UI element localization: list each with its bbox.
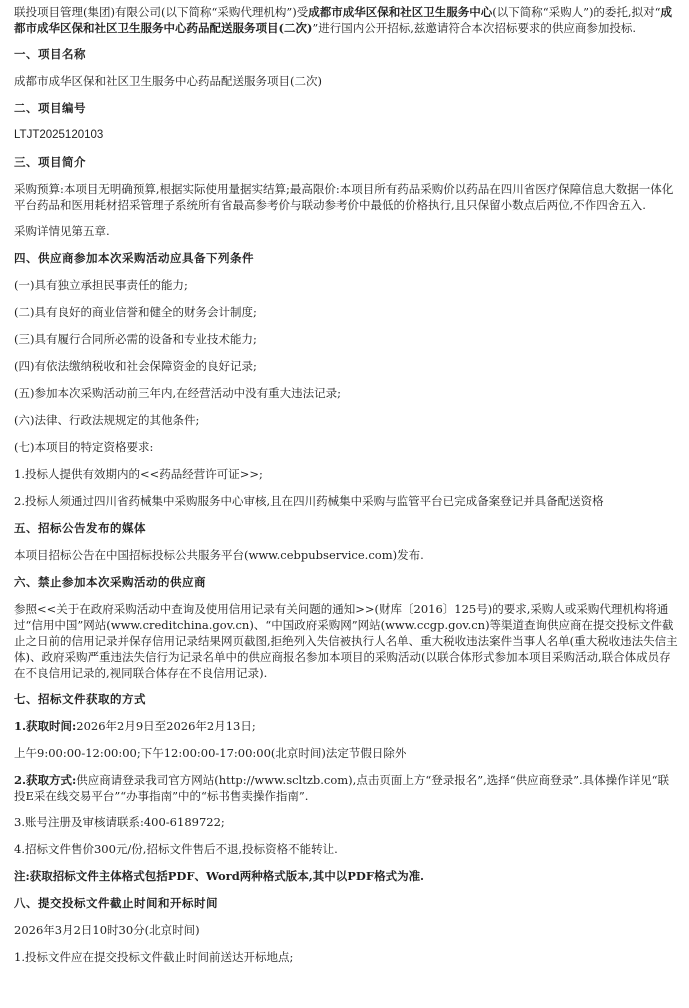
intro-text-3: ”进行国内公开招标,兹邀请符合本次招标要求的供应商参加投标. [312,21,637,35]
format-note-text: 注:获取招标文件主体格式包括PDF、Word两种格式版本,其中以PDF格式为准. [14,869,425,883]
section-2-heading: 二、项目编号 [14,101,86,115]
condition-item: (七)本项目的特定资格要求: [14,440,154,454]
intro-text-2: (以下简称“采购人”)的委托,拟对“ [492,5,661,19]
section-3-heading: 三、项目简介 [14,155,86,169]
condition-item: (一)具有独立承担民事责任的能力; [14,278,188,292]
section-7-heading: 七、招标文件获取的方式 [14,692,146,706]
condition-item: (四)有依法缴纳税收和社会保障资金的良好记录; [14,359,257,373]
obtain-method [14,772,679,804]
condition-item: (二)具有良好的商业信誉和健全的财务会计制度; [14,305,257,319]
condition-item: 2.投标人须通过四川省药械集中采购服务中心审核,且在四川药械集中采购与监管平台已完成备案登记并具备配送资格 [14,494,604,508]
section-8-heading: 八、提交投标文件截止时间和开标时间 [14,896,218,910]
condition-item: (三)具有履行合同所必需的设备和专业技术能力; [14,332,257,346]
condition-item: (五)参加本次采购活动前三年内,在经营活动中没有重大违法记录; [14,386,341,400]
credit-paragraph: 参照<<关于在政府采购活动中查询及使用信用记录有关问题的通知>>(财库〔2016〕125号)的要求,采购人或采购代理机构将通过“信用中国”网站(www.creditchina.gov.cn)、“中国政府采购网”网站(www.ccgp.gov.cn)等渠道查询供应商在提交投标文件截止之日前的信用记录并保存信用记录结果网页截图,拒绝列入失信被执行人名单、重大税收违法案件当事人名单(重大税收违法失信主体)、政府采购严重违法失信行为记录名单中的供应商报名参加本项目的采购活动(以联合体形式参加本项目采购活动,联合体成员存在不良信用记录的,视同联合体存在不良信用记录). [14,602,678,680]
obtain-method-value: 供应商请登录我司官方网站(http://www.scltzb.com),点击页面上方“登录报名”,选择“供应商登录”.具体操作详见“联投E采在线交易平台”“办事指南”中的“标书售卖操作指南”. [14,773,670,803]
condition-item: (六)法律、行政法规规定的其他条件; [14,413,200,427]
project-name: 成都市成华区保和社区卫生服务中心药品配送服务项目(二次) [14,74,322,88]
project-name-bold: 成都市成华区保和社区卫生服务中心药品配送服务项目(二次) [14,5,672,35]
obtain-time-value: 2026年2月9日至2026年2月13日; [76,719,256,733]
section-1-heading: 一、项目名称 [14,47,86,61]
media-paragraph: 本项目招标公告在中国招标投标公共服务平台(www.cebpubservice.com)发布. [14,548,424,562]
deadline-datetime: 2026年3月2日10时30分(北京时间) [14,923,200,937]
format-note [14,868,679,884]
intro-paragraph [14,4,679,36]
budget-paragraph: 采购预算:本项目无明确预算,根据实际使用量据实结算;最高限价:本项目所有药品采购价以药品在四川省医疗保障信息大数据一体化平台药品和医用耗材招采管理子系统所有省最高参考价与联动参考价中最低的价格执行,且只保留小数点后两位,不作四舍五入. [14,182,674,212]
account-contact: 3.账号注册及审核请联系:400-6189722; [14,815,225,829]
document-price: 4.招标文件售价300元/份,招标文件售后不退,投标资格不能转让. [14,842,338,856]
section-4-heading: 四、供应商参加本次采购活动应具备下列条件 [14,251,254,265]
obtain-hours: 上午9:00:00-12:00:00;下午12:00:00-17:00:00(北京时间)法定节假日除外 [14,746,407,760]
deadline-item-1: 1.投标文件应在提交投标文件截止时间前送达开标地点; [14,950,294,964]
obtain-method-label: 2.获取方式: [14,773,77,787]
section-6-heading: 六、禁止参加本次采购活动的供应商 [14,575,206,589]
condition-item: 1.投标人提供有效期内的<<药品经营许可证>>; [14,467,263,481]
obtain-time [14,718,679,734]
intro-text-1: 联投项目管理(集团)有限公司(以下简称“采购代理机构”)受 [14,5,309,19]
purchaser-name: 成都市成华区保和社区卫生服务中心 [308,5,493,19]
project-number: LTJT2025120103 [14,129,104,141]
section-5-heading: 五、招标公告发布的媒体 [14,521,146,535]
purchase-detail: 采购详情见第五章. [14,224,110,238]
obtain-time-label: 1.获取时间: [14,719,77,733]
